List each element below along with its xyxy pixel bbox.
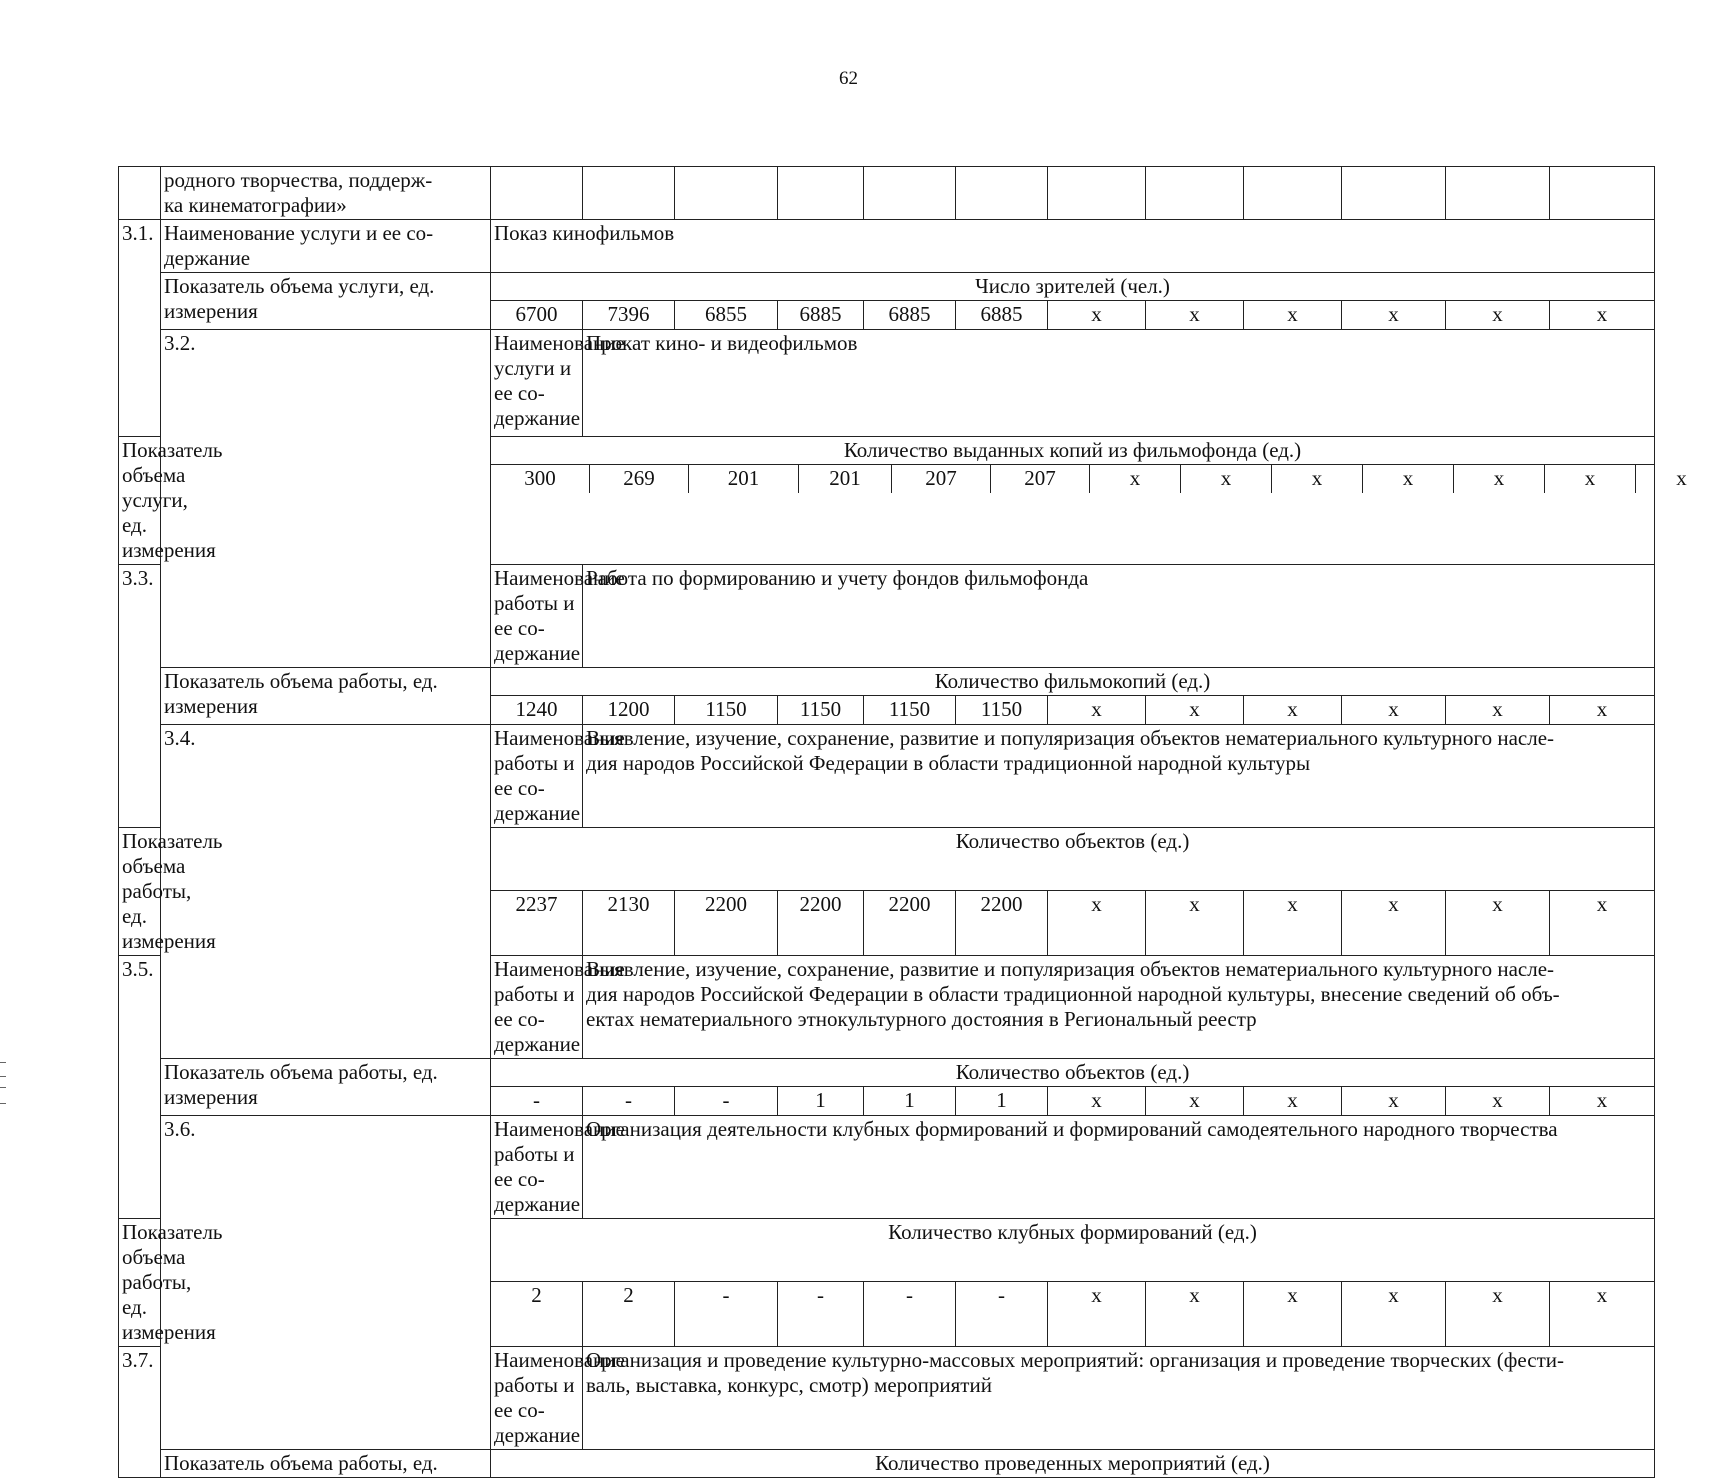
name-label-line: Наименование услуги и ее со-	[494, 331, 625, 405]
indicator-value: Количество выданных копий из фильмофонда (ед.)	[491, 437, 1655, 465]
value-cell: -	[864, 1281, 956, 1346]
value-cell: x	[1454, 465, 1545, 493]
table-row	[119, 1450, 1655, 1478]
value-cell: x	[1550, 1281, 1655, 1346]
indicator-label-line: Показатель объема работы, ед.	[164, 669, 438, 693]
indicator-value: Количество объектов (ед.)	[491, 828, 1655, 891]
value-cell: x	[1048, 301, 1146, 330]
value-cell: 7396	[583, 301, 675, 330]
indicator-label-line: измерения	[164, 694, 258, 718]
empty-cell	[1550, 167, 1655, 220]
continuation-label-line: родного творчества, поддерж-	[164, 168, 432, 192]
continuation-label-line: ка кинематографии»	[164, 193, 347, 217]
indicator-value: Количество клубных формирований (ед.)	[491, 1219, 1655, 1282]
name-value-line: ектах нематериального этнокультурного достояния в Региональный реестр	[586, 1007, 1257, 1031]
value-cell: x	[1550, 890, 1655, 955]
value-cell: 1150	[956, 696, 1048, 725]
name-label-line: держание	[164, 246, 250, 270]
empty-cell	[1342, 167, 1446, 220]
table-row	[119, 273, 1655, 301]
value-cell: 1150	[675, 696, 778, 725]
name-label	[491, 1347, 583, 1450]
indicator-label-line: Показатель объема работы, ед.	[122, 829, 223, 928]
value-cell: 6700	[491, 301, 583, 330]
section-number: 3.4.	[161, 725, 491, 1059]
value-cell: x	[1363, 465, 1454, 493]
value-cell: 2200	[675, 890, 778, 955]
value-cell: 2200	[778, 890, 864, 955]
indicator-label-line: Показатель объема работы, ед.	[164, 1451, 438, 1475]
name-label	[491, 565, 583, 668]
value-cell: 207	[892, 465, 991, 493]
section-number: 3.2.	[161, 330, 491, 668]
page-number: 62	[0, 68, 1697, 90]
value-cell: 2130	[583, 890, 675, 955]
table-row	[491, 465, 1727, 493]
value-cell: x	[1090, 465, 1181, 493]
value-cell: x	[1550, 301, 1655, 330]
value-cell: x	[1244, 1087, 1342, 1116]
indicator-label-line: измерения	[164, 1085, 258, 1109]
name-value-line: Работа по формированию и учету фондов фильмофонда	[586, 566, 1088, 590]
value-cell: x	[1342, 696, 1446, 725]
name-value-line: Выявление, изучение, сохранение, развитие и популяризация объектов нематериального культурного насле-	[586, 957, 1554, 981]
section-number: 3.1.	[119, 220, 161, 437]
value-cell: 1	[864, 1087, 956, 1116]
value-cell: x	[1146, 301, 1244, 330]
value-cell: 269	[590, 465, 689, 493]
value-cell: x	[1342, 890, 1446, 955]
name-label	[491, 725, 583, 828]
value-cell: x	[1146, 890, 1244, 955]
value-cell: 300	[491, 465, 590, 493]
name-label-line: Наименование работы и ее со-	[494, 726, 625, 800]
indicator-label	[119, 828, 161, 956]
indicator-label-line: измерения	[164, 299, 258, 323]
name-value-line: Показ кинофильмов	[494, 221, 674, 245]
value-cell: x	[1272, 465, 1363, 493]
indicator-label-line: измерения	[122, 1320, 216, 1344]
table-row	[119, 1116, 1655, 1219]
indicator-label	[161, 668, 491, 725]
value-cell: x	[1244, 301, 1342, 330]
table-row	[119, 220, 1655, 273]
continuation-label	[161, 167, 491, 220]
name-value-line: Прокат кино- и видеофильмов	[586, 331, 857, 355]
value-strip-table	[491, 465, 1727, 493]
value-cell: x	[1636, 465, 1727, 493]
empty-cell	[1244, 167, 1342, 220]
value-cell: -	[778, 1281, 864, 1346]
value-cell: x	[1244, 1281, 1342, 1346]
name-label-line: Наименование работы и ее со-	[494, 566, 625, 640]
table-row	[119, 330, 1655, 437]
value-strip	[491, 465, 1655, 565]
empty-cell	[1446, 167, 1550, 220]
name-value	[583, 956, 1655, 1059]
name-label	[491, 956, 583, 1059]
empty-cell	[864, 167, 956, 220]
indicator-label-line: Показатель объема услуги, ед.	[122, 438, 223, 537]
name-label-line: держание	[494, 1032, 580, 1056]
empty-cell	[675, 167, 778, 220]
empty-cell	[491, 167, 583, 220]
value-cell: 1150	[778, 696, 864, 725]
value-cell: 1240	[491, 696, 583, 725]
value-cell: x	[1342, 1281, 1446, 1346]
indicator-label-line: измерения	[122, 538, 216, 562]
name-label-line: держание	[494, 1423, 580, 1447]
value-cell: x	[1181, 465, 1272, 493]
name-value	[583, 725, 1655, 828]
section-number: 3.3.	[119, 565, 161, 828]
value-cell: 1	[956, 1087, 1048, 1116]
indicator-value: Количество объектов (ед.)	[491, 1059, 1655, 1087]
value-cell: x	[1146, 1281, 1244, 1346]
section-number: 3.6.	[161, 1116, 491, 1450]
value-cell: -	[491, 1087, 583, 1116]
name-value	[583, 330, 1655, 437]
value-cell: 6885	[956, 301, 1048, 330]
value-cell: 6885	[778, 301, 864, 330]
indicator-value: Количество фильмокопий (ед.)	[491, 668, 1655, 696]
value-cell: x	[1550, 1087, 1655, 1116]
indicator-label	[161, 1450, 491, 1478]
value-cell: 2237	[491, 890, 583, 955]
table-row	[119, 668, 1655, 696]
name-value	[491, 220, 1655, 273]
indicator-label	[161, 273, 491, 330]
table-row	[119, 725, 1655, 828]
value-cell: 201	[689, 465, 799, 493]
indicator-label-line: Показатель объема услуги, ед.	[164, 274, 434, 298]
value-cell: 6885	[864, 301, 956, 330]
name-label-line: Наименование работы и ее со-	[494, 957, 625, 1031]
indicator-label	[119, 437, 161, 565]
name-label-line: держание	[494, 641, 580, 665]
name-value-line: Выявление, изучение, сохранение, развитие и популяризация объектов нематериального культурного насле-	[586, 726, 1554, 750]
name-value	[583, 565, 1655, 668]
value-cell: x	[1550, 696, 1655, 725]
data-table	[118, 166, 1655, 1478]
name-value-line: Организация и проведение культурно-массовых мероприятий: организация и проведение творческих (фести-	[586, 1348, 1564, 1372]
indicator-label-line: Показатель объема работы, ед.	[164, 1060, 438, 1084]
indicator-value: Число зрителей (чел.)	[491, 273, 1655, 301]
value-cell: 207	[991, 465, 1090, 493]
section-number: 3.5.	[119, 956, 161, 1219]
name-value-line: дия народов Российской Федерации в области традиционной народной культуры	[586, 751, 1310, 775]
table-row	[119, 167, 1655, 220]
value-cell: x	[1048, 890, 1146, 955]
name-value	[583, 1116, 1655, 1219]
empty-cell	[1146, 167, 1244, 220]
value-cell: x	[1545, 465, 1636, 493]
value-cell: x	[1446, 301, 1550, 330]
empty-cell	[1048, 167, 1146, 220]
value-cell: x	[1244, 696, 1342, 725]
name-label-line: держание	[494, 406, 580, 430]
value-cell: x	[1048, 696, 1146, 725]
value-cell: -	[675, 1087, 778, 1116]
value-cell: 1	[778, 1087, 864, 1116]
value-cell: x	[1342, 301, 1446, 330]
indicator-label-line: измерения	[122, 929, 216, 953]
table-row	[119, 1059, 1655, 1087]
empty-cell	[778, 167, 864, 220]
value-cell: 2200	[956, 890, 1048, 955]
value-cell: -	[956, 1281, 1048, 1346]
indicator-label	[161, 1059, 491, 1116]
value-cell: x	[1244, 890, 1342, 955]
name-label-line: Наименование услуги и ее со-	[164, 221, 433, 245]
name-label-line: Наименование работы и ее со-	[494, 1117, 625, 1191]
value-cell: x	[1342, 1087, 1446, 1116]
value-cell: x	[1048, 1281, 1146, 1346]
value-cell: 201	[799, 465, 892, 493]
name-value	[583, 1347, 1655, 1450]
value-cell: 1150	[864, 696, 956, 725]
name-label-line: держание	[494, 1192, 580, 1216]
value-cell: 1200	[583, 696, 675, 725]
value-cell: 6855	[675, 301, 778, 330]
value-cell: x	[1146, 696, 1244, 725]
value-cell: x	[1146, 1087, 1244, 1116]
name-value-line: Организация деятельности клубных формирований и формирований самодеятельного народного творчества	[586, 1117, 1558, 1141]
value-cell: -	[583, 1087, 675, 1116]
name-label	[161, 220, 491, 273]
name-label	[491, 330, 583, 437]
value-cell: x	[1048, 1087, 1146, 1116]
row-number	[119, 167, 161, 220]
value-cell: 2	[583, 1281, 675, 1346]
name-label	[491, 1116, 583, 1219]
value-cell: x	[1446, 696, 1550, 725]
value-cell: x	[1446, 890, 1550, 955]
indicator-value: Количество проведенных мероприятий (ед.)	[491, 1450, 1655, 1478]
value-cell: x	[1446, 1087, 1550, 1116]
value-cell: x	[1446, 1281, 1550, 1346]
value-cell: -	[675, 1281, 778, 1346]
section-number: 3.7.	[119, 1347, 161, 1478]
empty-cell	[583, 167, 675, 220]
indicator-label	[119, 1219, 161, 1347]
name-label-line: Наименование работы и ее со-	[494, 1348, 625, 1422]
margin-marks	[0, 1062, 6, 1104]
indicator-label-line: Показатель объема работы, ед.	[122, 1220, 223, 1319]
value-cell: 2200	[864, 890, 956, 955]
empty-cell	[956, 167, 1048, 220]
name-label-line: держание	[494, 801, 580, 825]
name-value-line: дия народов Российской Федерации в области традиционной народной культуры, внесение сведений об объ-	[586, 982, 1560, 1006]
name-value-line: валь, выставка, конкурс, смотр) мероприятий	[586, 1373, 992, 1397]
value-cell: 2	[491, 1281, 583, 1346]
